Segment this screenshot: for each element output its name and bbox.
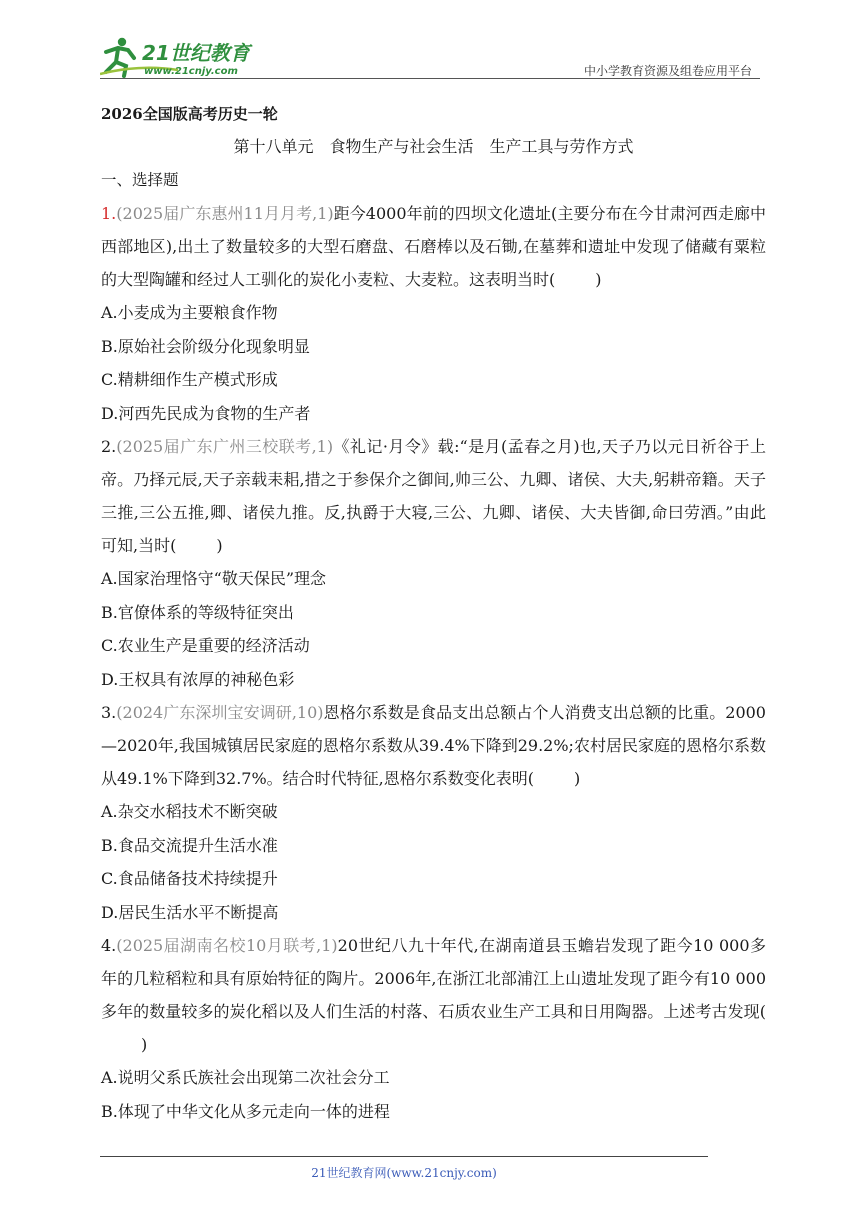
option-d: D.王权具有浓厚的神秘色彩: [101, 669, 295, 689]
footer-divider: [100, 1156, 708, 1157]
answer-paren-close: ): [141, 1035, 148, 1054]
question-text: 20世纪八九十年代,在湖南道县玉蟾岩发现了距今10 000多年的几粒稻粒和具有原始特征的陶片。2006年,在浙江北部浦江上山遗址发现了距今有10 000多年的数量较多的炭化稻以及人们生活的村落、石质农业生产工具和日用陶器。上述考古发现(: [101, 936, 766, 1021]
question-number: 3.: [101, 703, 117, 722]
answer-paren-close: ): [574, 769, 581, 788]
document-body: [101, 97, 766, 1128]
footer-link[interactable]: 21世纪教育网(www.21cnjy.com): [311, 1166, 497, 1180]
question-stem: [101, 929, 766, 1061]
question-2: [101, 430, 766, 696]
question-source: (2025届湖南名校10月联考,1): [116, 936, 338, 955]
option-a: A.国家治理恪守“敬天保民”理念: [101, 569, 327, 588]
unit-title: [101, 131, 766, 163]
answer-paren-close: ): [216, 536, 223, 555]
question-4: [101, 929, 766, 1128]
option-c: C.精耕细作生产模式形成: [101, 370, 278, 389]
question-number: 4.: [101, 936, 117, 955]
option-d: D.河西先民成为食物的生产者: [101, 403, 311, 423]
question-3: [101, 696, 766, 929]
option-a: A.杂交水稻技术不断突破: [101, 802, 278, 821]
question-1: [101, 197, 766, 430]
logo-21cnjy: [100, 34, 270, 78]
question-stem: [101, 696, 766, 795]
question-number: 1.: [101, 204, 117, 223]
svg-text:www.21cnjy.com: www.21cnjy.com: [144, 66, 238, 77]
unit-topic-2: 生产工具与劳作方式: [489, 137, 634, 156]
document-title: 2026全国版高考历史一轮: [101, 105, 278, 123]
unit-number: 第十八单元: [233, 137, 314, 156]
unit-topic-1: 食物生产与社会生活: [329, 137, 474, 156]
option-b: B.原始社会阶级分化现象明显: [101, 336, 310, 356]
option-c: C.农业生产是重要的经济活动: [101, 636, 310, 655]
platform-name: 中小学教育资源及组卷应用平台: [583, 64, 752, 78]
question-source: (2025届广东广州三校联考,1): [116, 437, 334, 456]
section-heading: 一、选择题: [101, 171, 179, 189]
question-text: 《礼记·月令》载:“是月(孟春之月)也,天子乃以元日祈谷于上帝。乃择元辰,天子亲载耒耜,措之于参保介之御间,帅三公、九卿、诸侯、大夫,躬耕帝籍。天子三推,三公五推,卿、诸侯九推。反,执爵于大寝,三公、九卿、诸侯、大夫皆御,命曰劳酒。”由此可知,当时(: [101, 437, 766, 555]
option-a: A.说明父系氏族社会出现第二次社会分工: [101, 1068, 390, 1087]
page-header: [100, 30, 760, 80]
option-b: B.食品交流提升生活水准: [101, 835, 278, 855]
question-stem: [101, 430, 766, 562]
question-text: 距今4000年前的四坝文化遗址(主要分布在今甘肃河西走廊中西部地区),出土了数量较多的大型石磨盘、石磨棒以及石锄,在墓葬和遗址中发现了储藏有粟粒的大型陶罐和经过人工驯化的炭化小麦粒、大麦粒。这表明当时(: [101, 204, 766, 289]
answer-paren-close: ): [595, 270, 602, 289]
option-b: B.官僚体系的等级特征突出: [101, 602, 294, 622]
option-a: A.小麦成为主要粮食作物: [101, 303, 278, 322]
question-number: 2.: [101, 437, 117, 456]
option-b: B.体现了中华文化从多元走向一体的进程: [101, 1101, 390, 1121]
option-c: C.食品储备技术持续提升: [101, 869, 278, 888]
question-text: 恩格尔系数是食品支出总额占个人消费支出总额的比重。2000—2020年,我国城镇居民家庭的恩格尔系数从39.4%下降到29.2%;农村居民家庭的恩格尔系数从49.1%下降到32.7%。结合时代特征,恩格尔系数变化表明(: [101, 703, 766, 788]
option-d: D.居民生活水平不断提高: [101, 902, 279, 922]
header-divider: [100, 78, 760, 79]
question-source: (2024广东深圳宝安调研,10): [116, 703, 324, 722]
question-source: (2025届广东惠州11月月考,1): [116, 204, 334, 223]
question-stem: [101, 197, 766, 296]
svg-text:21世纪教育: 21世纪教育: [142, 41, 250, 65]
